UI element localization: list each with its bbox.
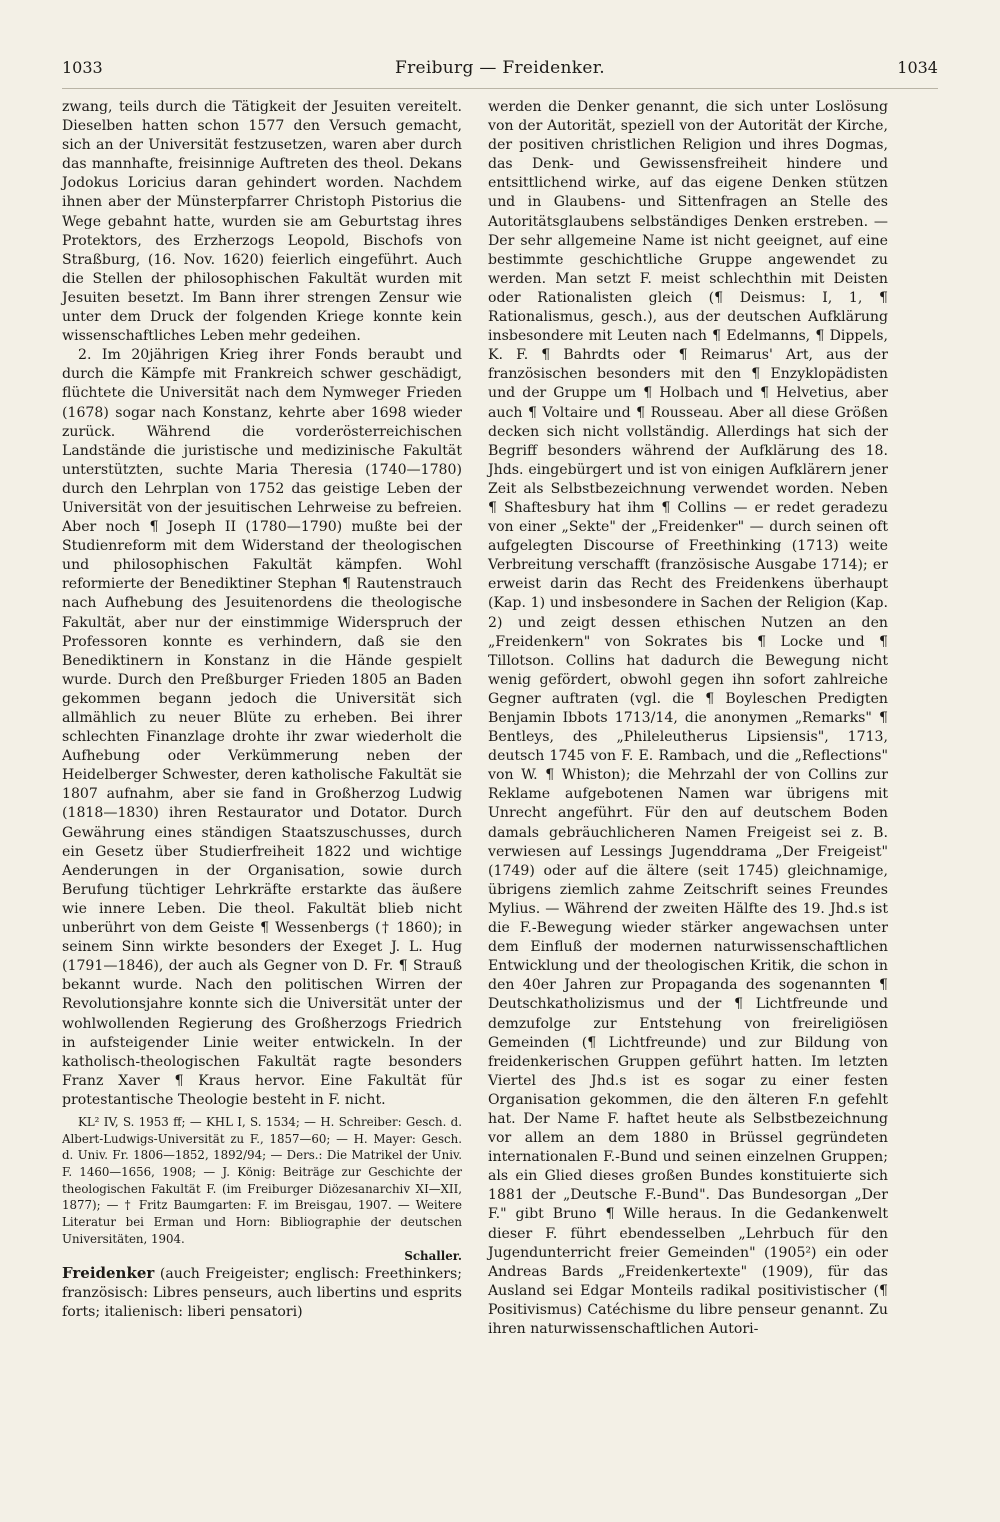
author-signature-line: [62, 1248, 462, 1265]
left-column: [62, 98, 462, 1323]
left-paragraph-1: zwang, teils durch die Tätigkeit der Jesuiten vereitelt. Dieselben hatten schon 1577 den Versuch gemacht, sich an der Universität festzusetzen, waren aber durch das mannhafte, freisinnige Auftreten des theol. Dekans Jodokus Loricius daran gehindert worden. Nachdem ihnen aber der Münsterpfarrer Christoph Pistorius die Wege gebahnt hatte, wurden sie am Geburtstag ihres Protektors, des Erzherzogs Leopold, Bischofs von Straßburg, (16. Nov. 1620) feierlich eingeführt. Auch die Stellen der philosophischen Fakultät wurden mit Jesuiten besetzt. Im Bann ihrer strengen Zensur wie unter dem Druck der folgenden Kriege konnte kein wissenschaftliches Leben mehr gedeihen.: [62, 99, 462, 345]
page-number-right: 1034: [897, 58, 938, 77]
page-number-left: 1033: [62, 58, 103, 77]
left-paragraph-2: 2. Im 20jährigen Krieg ihrer Fonds beraubt und durch die Kämpfe mit Frankreich schwer geschädigt, flüchtete die Universität nach dem Nymweger Frieden (1678) sogar nach Konstanz, kehrte aber 1698 wieder zurück. Während die vorderösterreichischen Landstände die juristische und medizinische Fakultät unterstützten, suchte Maria Theresia (1740—1780) durch den Lehrplan von 1752 das geistige Leben der Universität von der jesuitischen Lehrweise zu befreien. Aber noch ¶ Joseph II (1780—1790) mußte bei der Studienreform mit dem Widerstand der theologischen und philosophischen Fakultät kämpfen. Wohl reformierte der Benediktiner Stephan ¶ Rautenstrauch nach Aufhebung des Jesuitenordens die theologische Fakultät, aber nur der einstimmige Widerspruch der Professoren konnte es verhindern, daß sie den Benediktinern in Konstanz in die Hände gespielt wurde. Durch den Preßburger Frieden 1805 an Baden gekommen begann jedoch die Universität sich allmählich zu neuer Blüte zu erheben. Bei ihrer schlechten Finanzlage drohte ihr zwar wiederholt die Aufhebung oder Verkümmerung neben der Heidelberger Schwester, deren katholische Fakultät sie 1807 aufnahm, aber sie fand in Großherzog Ludwig (1818—1830) ihren Restaurator und Dotator. Durch Gewährung eines ständigen Staatszuschusses, durch ein Gesetz über Studierfreiheit 1822 und wichtige Aenderungen in der Organisation, sowie durch Berufung tüchtiger Lehrkräfte erstarkte das äußere wie innere Leben. Die theol. Fakultät blieb nicht unberührt von dem Geiste ¶ Wessenbergs († 1860); in seinem Sinn wirkte besonders der Exeget J. L. Hug (1791—1846), der auch als Gegner von D. Fr. ¶ Strauß bekannt wurde. Nach den politischen Wirren der Revolutionsjahre konnte sich die Universität unter der wohlwollenden Regierung des Großherzogs Friedrich in aufsteigender Linie weiter entwickeln. In der katholisch-theologischen Fakultät ragte besonders Franz Xaver ¶ Kraus hervor. Eine Fakultät für protestantische Theologie besteht in F. nicht.: [62, 347, 462, 1108]
entry-headword: Freidenker: [62, 1264, 155, 1283]
entry-freidenker: [62, 1264, 462, 1322]
page-header: [62, 58, 938, 89]
running-title: Freiburg — Freidenker.: [394, 58, 605, 78]
references-text: KL² IV, S. 1953 ff; — KHL I, S. 1534; — H. Schreiber: Gesch. d. Albert-Ludwigs-Universität zu F., 1857—60; — H. Mayer: Gesch. d. Univ. Fr. 1806—1852, 1892/94; — Ders.: Die Matrikel der Univ. F. 1460—1656, 1908; — J. König: Beiträge zur Geschichte der theologischen Fakultät F. (im Freiburger Diözesanarchiv XI—XII, 1877); — † Fritz Baumgarten: F. im Breisgau, 1907. — Weitere Literatur bei Erman und Horn: Bibliographie der deutschen Universitäten, 1904.: [62, 1114, 462, 1246]
author-signature: Schaller.: [404, 1248, 462, 1263]
entry-definition: (auch Freigeister; englisch: Freethinkers; französisch: Libres penseurs, auch libertins und esprits forts; italienisch: liberi pensatori): [62, 1266, 462, 1321]
right-paragraph-1: werden die Denker genannt, die sich unter Loslösung von der Autorität, speziell von der Autorität der Kirche, der positiven christlichen Religion und ihres Dogmas, das Denk- und Gewissensfreiheit hindere und entsittlichend wirke, auf das eigene Denken stützen und in Glaubens- und Sittenfragen an Stelle des Autoritätsglaubens selbständiges Denken erstreben. — Der sehr allgemeine Name ist nicht geeignet, auf eine bestimmte geschichtliche Gruppe angewendet zu werden. Man setzt F. meist schlechthin mit Deisten oder Rationalisten gleich (¶ Deismus: I, 1, ¶ Rationalismus, gesch.), aus der deutschen Aufklärung insbesondere mit Leuten nach ¶ Edelmanns, ¶ Dippels, K. F. ¶ Bahrdts oder ¶ Reimarus' Art, aus der französischen besonders mit den ¶ Enzyklopädisten und der Gruppe um ¶ Holbach und ¶ Helvetius, aber auch ¶ Voltaire und ¶ Rousseau. Aber all diese Größen decken sich nicht vollständig. Allerdings hat sich der Begriff besonders während der Aufklärung des 18. Jhds. eingebürgert und ist von einigen Aufklärern jener Zeit als Selbstbezeichnung verwendet worden. Neben ¶ Shaftesbury hat ihm ¶ Collins — er redet geradezu von einer „Sekte" der „Freidenker" — durch seinen oft aufgelegten Discourse of Freethinking (1713) weite Verbreitung verschafft (französische Ausgabe 1714); er erweist darin das Recht des Freidenkens überhaupt (Kap. 1) und insbesondere in Sachen der Religion (Kap. 2) und zeigt dessen ethischen Nutzen an den „Freidenkern" von Sokrates bis ¶ Locke und ¶ Tillotson. Collins hat dadurch die Bewegung nicht wenig gefördert, obwohl gegen ihn sofort zahlreiche Gegner auftraten (vgl. die ¶ Boyleschen Predigten Benjamin Ibbots 1713/14, die anonymen „Remarks" ¶ Bentleys, des „Phileleutherus Lipsiensis", 1713, deutsch 1745 von F. E. Rambach, und die „Reflections" von W. ¶ Whiston); die Mehrzahl der von Collins zur Reklame aufgebotenen Namen war übrigens mit Unrecht angeführt. Für den auf deutschem Boden damals gebräuchlicheren Namen Freigeist sei z. B. verwiesen auf Lessings Jugenddrama „Der Freigeist" (1749) oder auf die ältere (seit 1745) gleichnamige, übrigens ziemlich zahme Zeitschrift seines Freundes Mylius. — Während der zweiten Hälfte des 19. Jhd.s ist die F.-Bewegung wieder stärker angewachsen unter dem Einfluß der modernen naturwissenschaftlichen Entwicklung und der theologischen Kritik, die schon in den 40er Jahren zur Propaganda des sogenannten ¶ Deutschkatholizismus und der ¶ Lichtfreunde und demzufolge zur Entstehung von freireligiösen Gemeinden (¶ Lichtfreunde) und zur Bildung von freidenkerischen Gruppen geführt hatten. Im letzten Viertel des Jhd.s ist es sogar zu einer festen Organisation gekommen, die den älteren F.n gefehlt hat. Der Name F. haftet heute als Selbstbezeichnung vor allem an dem 1880 in Brüssel gegründeten internationalen F.-Bund und seinen einzelnen Gruppen; als ein Glied dieses großen Bundes konstituierte sich 1881 der „Deutsche F.-Bund". Das Bundesorgan „Der F." gibt Bruno ¶ Wille heraus. In die Gedankenwelt dieser F. führt ebendesselben „Lehrbuch für den Jugendunterricht freier Gemeinden" (1905²) ein oder Andreas Bards „Freidenkertexte" (1909), für das Ausland sei Edgar Monteils radikal positivistischer (¶ Positivismus) Catéchisme du libre penseur genannt. Zu ihren naturwissenschaftlichen Autori-: [488, 99, 888, 1337]
references-block: [62, 1114, 462, 1264]
right-column: [488, 98, 888, 1339]
